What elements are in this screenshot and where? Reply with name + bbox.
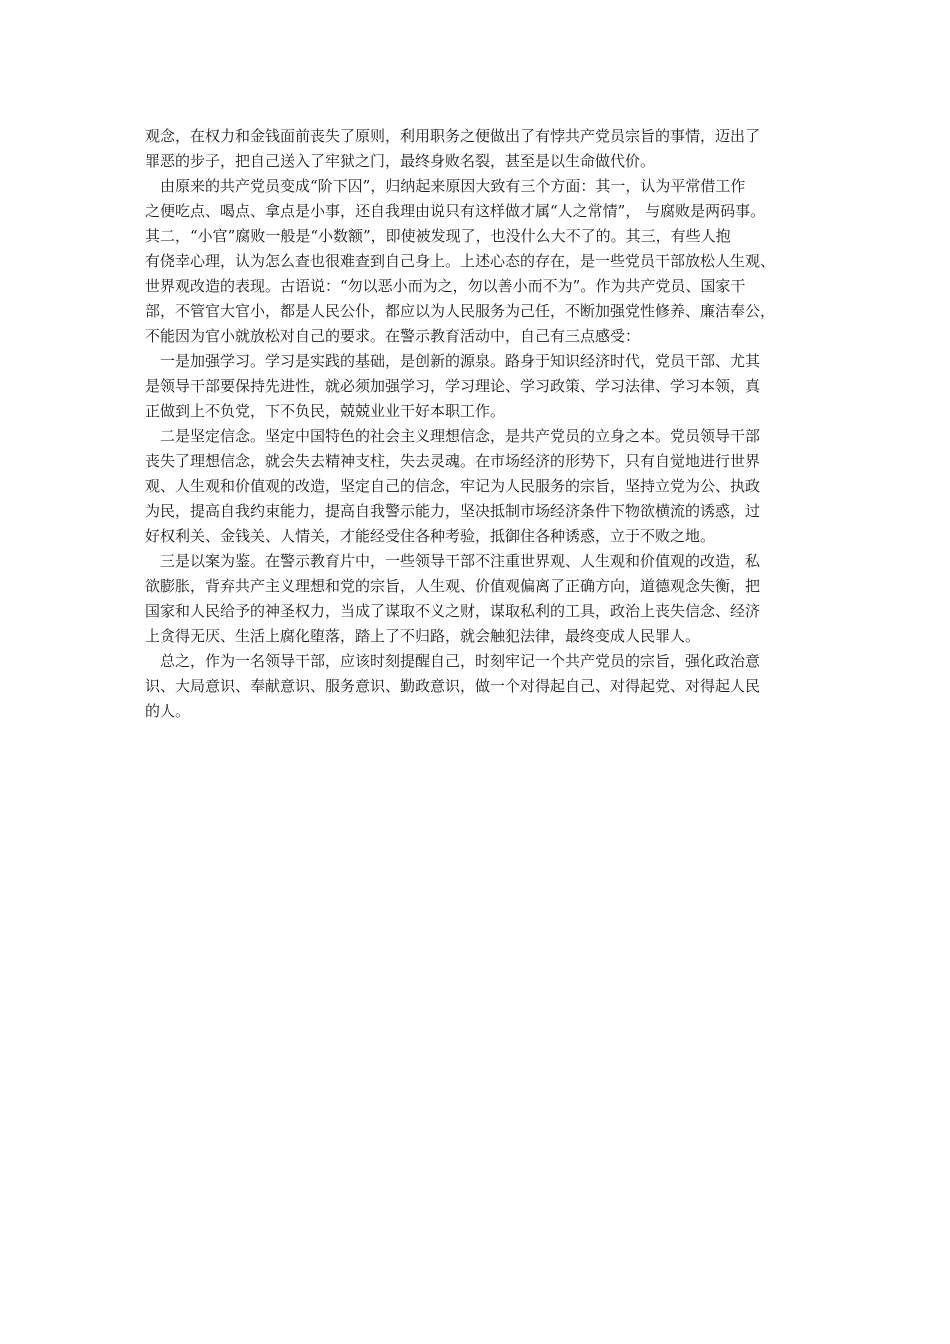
text-line: 总之，作为一名领导干部，应该时刻提醒自己，时刻牢记一个共产党员的宗旨，强化政治意 bbox=[160, 652, 761, 670]
text-line: 有侥幸心理，认为怎么查也很难查到自己身上。上述心态的存在，是一些党员干部放松人生观、 bbox=[145, 252, 776, 270]
text-line: 丧失了理想信念，就会失去精神支柱，失去灵魂。在市场经济的形势下，只有自觉地进行世界 bbox=[145, 452, 761, 470]
text-line: 不能因为官小就放松对自己的要求。在警示教育活动中，自己有三点感受： bbox=[145, 327, 641, 345]
text-line: 观、人生观和价值观的改造，坚定自己的信念，牢记为人民服务的宗旨，坚持立党为公、执政 bbox=[145, 477, 761, 495]
text-line: 世界观改造的表现。古语说：“勿以恶小而为之，勿以善小而不为”。作为共产党员、国家干 bbox=[145, 277, 746, 295]
text-line: 二是坚定信念。坚定中国特色的社会主义理想信念，是共产党员的立身之本。党员领导干部 bbox=[160, 427, 761, 445]
text-line: 由原来的共产党员变成“阶下囚”，归纳起来原因大致有三个方面：其一，认为平常借工作 bbox=[160, 177, 746, 195]
text-line: 欲膨胀，背弃共产主义理想和党的宗旨，人生观、价值观偏离了正确方向，道德观念失衡，把 bbox=[145, 577, 761, 595]
text-line: 为民，提高自我约束能力，提高自我警示能力，坚决抵制市场经济条件下物欲横流的诱惑，过 bbox=[145, 502, 761, 520]
text-line: 之便吃点、喝点、拿点是小事，还自我理由说只有这样做才属“人之常情”， 与腐败是两码事。 bbox=[145, 202, 766, 220]
text-line: 是领导干部要保持先进性，就必须加强学习，学习理论、学习政策、学习法律、学习本领，真 bbox=[145, 377, 761, 395]
text-line: 罪恶的步子，把自己送入了牢狱之门，最终身败名裂，甚至是以生命做代价。 bbox=[145, 152, 656, 170]
text-line: 上贪得无厌、生活上腐化堕落，踏上了不归路，就会触犯法律，最终变成人民罪人。 bbox=[145, 627, 701, 645]
text-line: 好权利关、金钱关、人情关，才能经受住各种考验，抵御住各种诱惑，立于不败之地。 bbox=[145, 527, 716, 545]
text-line: 正做到上不负党，下不负民，兢兢业业干好本职工作。 bbox=[145, 402, 506, 420]
text-line: 识、大局意识、奉献意识、服务意识、勤政意识，做一个对得起自己、对得起党、对得起人民 bbox=[145, 677, 761, 695]
text-line: 国家和人民给予的神圣权力，当成了谋取不义之财，谋取私利的工具，政治上丧失信念、经济 bbox=[145, 602, 761, 620]
text-line: 一是加强学习。学习是实践的基础，是创新的源泉。路身于知识经济时代，党员干部、尤其 bbox=[160, 352, 761, 370]
text-line: 其二，“小官”腐败一般是“小数额”，即使被发现了，也没什么大不了的。其三，有些人抱 bbox=[145, 227, 731, 245]
document-body bbox=[145, 124, 825, 724]
text-line: 三是以案为鉴。在警示教育片中，一些领导干部不注重世界观、人生观和价值观的改造，私 bbox=[160, 552, 761, 570]
text-line: 部，不管官大官小，都是人民公仆，都应以为人民服务为己任，不断加强党性修养、廉洁奉公， bbox=[145, 302, 776, 320]
text-line: 观念，在权力和金钱面前丧失了原则，利用职务之便做出了有悖共产党员宗旨的事情，迈出了 bbox=[145, 127, 761, 145]
text-line: 的人。 bbox=[145, 702, 191, 720]
